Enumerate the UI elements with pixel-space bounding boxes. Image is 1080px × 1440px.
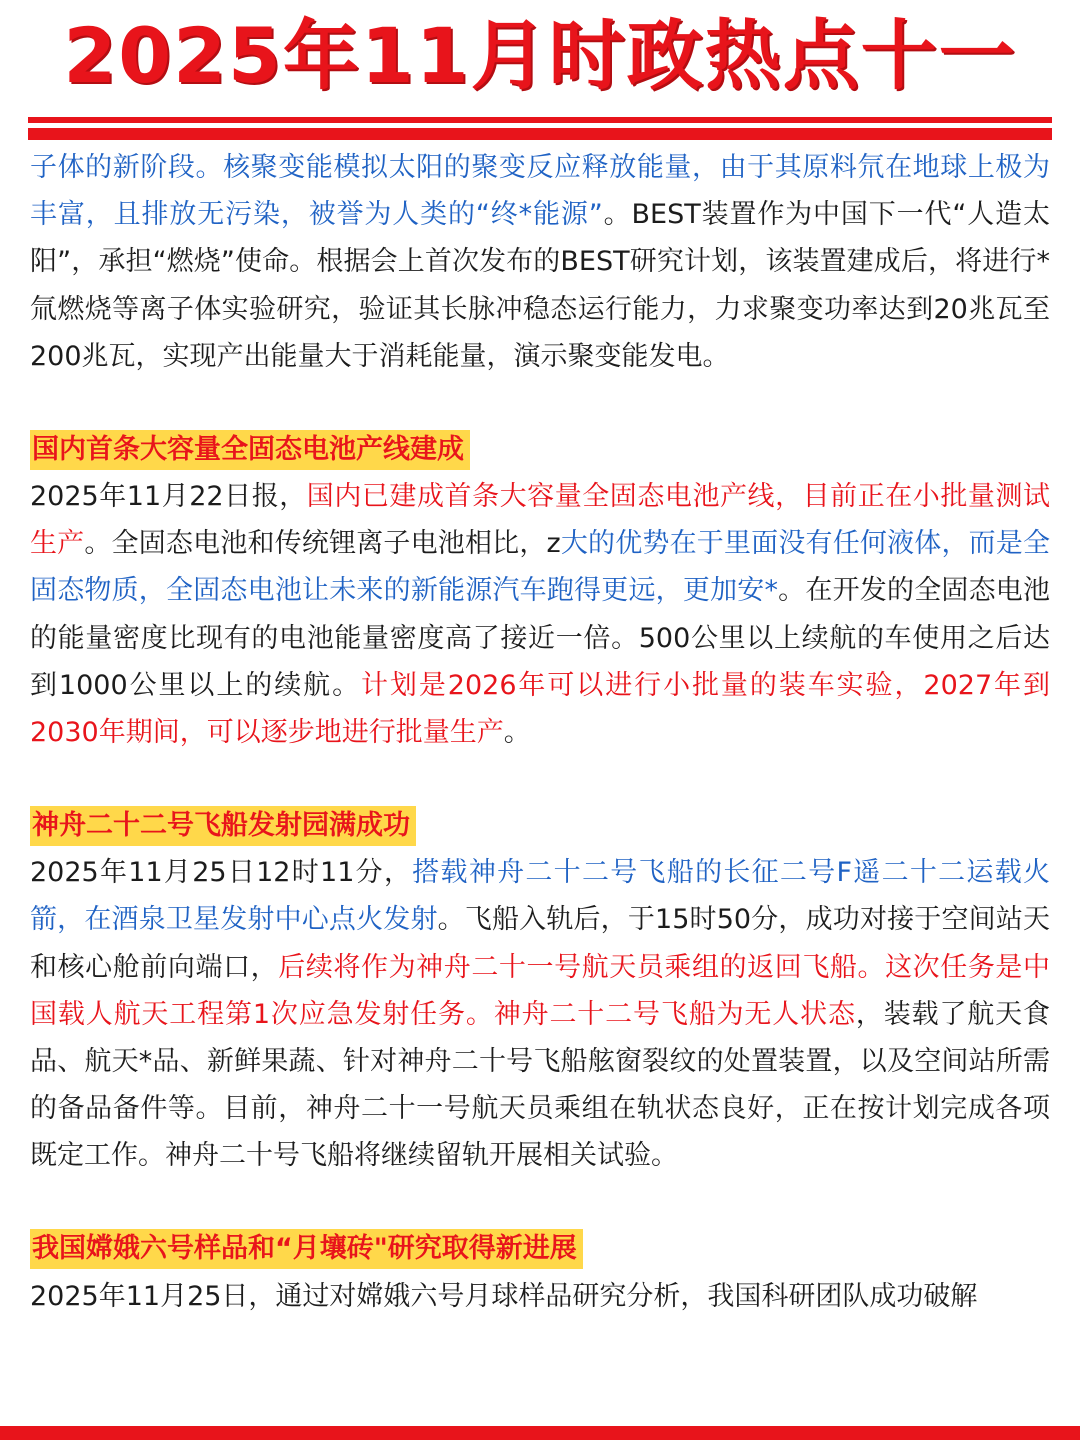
section-heading-row: [30, 802, 1050, 849]
intro-text: 。BEST装置作为中国下一代“人造太阳”，承担“燃烧”使命。根据会上首次发布的BEST研究计划，该装置建成后，将进行*氚燃烧等离子体实验研究，验证其长脉冲稳态运行能力，力求聚变功率达到20兆瓦至200兆瓦，实现产出能量大于消耗能量，演示聚变能发电。: [30, 199, 1050, 372]
page-title: 2025年11月时政热点十一: [63, 11, 1017, 100]
section-heading-row: [30, 426, 1050, 473]
article-body: [30, 144, 1050, 1320]
battery-plan-highlight: 计划是2026年可以进行小批量的装车实验，2027年到2030年期间，可以逐步地进行批量生产: [30, 669, 1050, 749]
title-divider-thick: [28, 128, 1052, 140]
battery-highlight-red: 国内已建成首条大容量全固态电池产线，目前正在小批量测试生产: [30, 481, 1050, 560]
battery-text-2: 。在开发的全固态电池的能量密度比现有的电池能量密度高了接近一倍。500公里以上续航的车使用之后达到1000公里以上的续航。: [30, 575, 1051, 701]
shenzhou-highlight-red: 后续将作为神舟二十一号航天员乘组的返回飞船。这次任务是中国载人航天工程第1次应急发射任务。神舟二十二号飞船为无人状态: [30, 951, 1050, 1030]
intro-paragraph: [30, 144, 1050, 380]
shenzhou-paragraph: [30, 849, 1050, 1179]
section-spacer: [30, 1180, 1050, 1226]
section-heading-change6: 我国嫦娥六号样品和“月壤砖"研究取得新进展: [30, 1229, 583, 1269]
change6-text: 2025年11月25日，通过对嫦娥六号月球样品研究分析，我国科研团队成功破解: [30, 1280, 978, 1312]
battery-highlight-blue: 大的优势在于里面没有任何液体，而是全固态物质，全固态电池让未来的新能源汽车跑得更远，更加安*: [30, 528, 1051, 607]
battery-end: 。: [503, 717, 531, 749]
section-heading-battery: 国内首条大容量全固态电池产线建成: [30, 430, 470, 470]
bottom-border: [0, 1426, 1080, 1440]
shenzhou-date: 2025年11月25日12时11分，: [30, 857, 413, 889]
change6-paragraph: [30, 1273, 1050, 1320]
battery-paragraph: [30, 473, 1050, 756]
battery-date: 2025年11月22日报，: [30, 481, 307, 513]
title-divider-thin: [28, 117, 1052, 123]
section-heading-shenzhou: 神舟二十二号飞船发射园满成功: [30, 806, 416, 846]
battery-text: 。全固态电池和传统锂离子电池相比，z: [84, 528, 561, 560]
shenzhou-highlight-blue: 搭载神舟二十二号飞船的长征二号F遥二十二运载火箭，在酒泉卫星发射中心点火发射: [30, 857, 1050, 936]
section-spacer: [30, 756, 1050, 802]
intro-highlight: 子体的新阶段。核聚变能模拟太阳的聚变反应释放能量，由于其原料氘在地球上极为丰富，且排放无污染，被誉为人类的“终*能源”: [30, 152, 1050, 231]
shenzhou-text-2: ，装载了航天食品、航天*品、新鲜果蔬、针对神舟二十号飞船舷窗裂纹的处置装置，以及空间站所需的备品备件等。目前，神舟二十一号航天员乘组在轨状态良好，正在按计划完成各项既定工作。神舟二十号飞船将继续留轨开展相关试验。: [30, 998, 1050, 1172]
section-heading-row: [30, 1226, 1050, 1273]
section-spacer: [30, 380, 1050, 426]
shenzhou-text: 。飞船入轨后，于15时50分，成功对接于空间站天和核心舱前向端口，: [30, 904, 1051, 983]
